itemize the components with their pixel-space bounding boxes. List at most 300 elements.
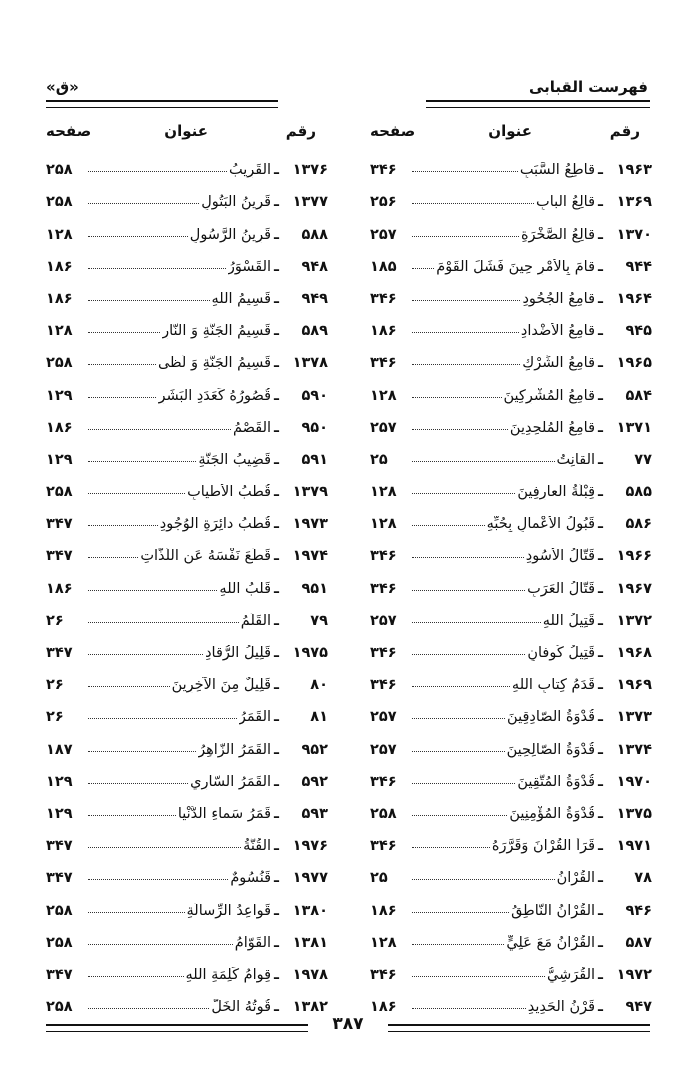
entry-title: قِبْلَةُ الْعارِفِينَ — [517, 484, 596, 501]
entry-title: قَضِيبُ الْجَنَّةِ — [198, 451, 272, 468]
entry-number: ۸۱ — [310, 709, 328, 726]
leader-dots — [412, 525, 485, 526]
entry-dash: ـ — [598, 805, 603, 822]
entry-dash: ـ — [274, 226, 279, 243]
leader-dots — [88, 236, 188, 237]
entry-number: ۷۹ — [310, 612, 328, 629]
entry-title: قاطِعُ السَّبَبِ — [519, 162, 596, 179]
leader-dots — [412, 236, 519, 237]
entry-title: قُدْوَةُ الصّالِحِينَ — [506, 741, 596, 758]
entry-page: ۱۲۸ — [370, 934, 397, 951]
entry-page: ۱۲۹ — [46, 451, 73, 468]
index-entry — [370, 758, 652, 790]
entry-title: قامِعُ الْجُحُودِ — [522, 290, 596, 307]
entry-title: قامِعُ الْمُلْحِدِينَ — [509, 419, 596, 436]
page-footer — [46, 1014, 650, 1040]
entry-title: قُدْوَةُ الْمُؤْمِنِينَ — [509, 805, 596, 822]
entry-number: ۵۸۸ — [301, 226, 328, 243]
entry-title: الْقَسْوَرُ — [227, 258, 272, 275]
entry-number: ۵۹۱ — [301, 451, 328, 468]
entry-number: ۱۹۷۰ — [616, 773, 652, 790]
entry-title: الْقَلَمُ — [240, 612, 272, 629]
entry-number: ۱۳۷۵ — [616, 805, 652, 822]
entry-number: ۵۸۵ — [625, 484, 652, 501]
entry-number: ۹۵۲ — [301, 741, 328, 758]
entry-page: ۳۴۷ — [46, 966, 73, 983]
index-entry — [370, 371, 652, 403]
leader-dots — [412, 332, 519, 333]
leader-dots — [412, 429, 508, 430]
index-entry — [46, 339, 328, 371]
entry-page: ۲۵۸ — [46, 902, 73, 919]
leader-dots — [88, 686, 170, 687]
leader-dots — [88, 203, 199, 204]
entry-number: ۹۴۵ — [625, 323, 652, 340]
entry-title: قُطْبُ الْأَطْيابِ — [187, 484, 272, 501]
index-list-right — [370, 146, 652, 1015]
entry-page: ۳۴۶ — [370, 355, 397, 372]
entry-title: قَرِينُ الْبَتُولِ — [201, 194, 272, 211]
leader-dots — [412, 686, 510, 687]
entry-title: الْقُرَشِيُّ — [547, 966, 596, 983]
entry-page: ۱۸۷ — [46, 741, 73, 758]
entry-page: ۱۲۹ — [46, 387, 73, 404]
entry-dash: ـ — [598, 934, 603, 951]
leader-dots — [88, 493, 185, 494]
entry-dash: ـ — [598, 162, 603, 179]
entry-dash: ـ — [598, 838, 603, 855]
entry-dash: ـ — [598, 194, 603, 211]
leader-dots — [88, 300, 210, 301]
leader-dots — [88, 525, 158, 526]
entry-dash: ـ — [598, 355, 603, 372]
entry-title: قَرَأَ الْقُرْآنَ وَقَرَّرَهُ — [491, 838, 596, 855]
entry-number: ۸۰ — [310, 677, 328, 694]
entry-number: ۱۹۶۷ — [616, 580, 652, 597]
entry-page: ۲۶ — [46, 612, 64, 629]
entry-number: ۱۳۸۰ — [292, 902, 328, 919]
index-entry — [46, 436, 328, 468]
entry-dash: ـ — [274, 870, 279, 887]
entry-number: ۱۳۶۹ — [616, 194, 652, 211]
index-entry — [46, 951, 328, 983]
entry-number: ۱۹۷۵ — [292, 645, 328, 661]
entry-title: قَبُولُ الْأَعْمالِ بِحُبِّهِ — [486, 516, 596, 533]
leader-dots — [412, 461, 555, 462]
entry-title: قُصُورُهُ كَعَدَدِ الْبَشَرِ — [158, 387, 272, 404]
entry-title: قامَ بِالْأَمْرِ حِينَ فَشَلَ الْقَوْمَ — [436, 258, 596, 275]
index-entry — [370, 725, 652, 757]
entry-title: الْقانِتُ — [556, 451, 596, 468]
entry-number: ۱۹۷۱ — [616, 838, 652, 855]
entry-dash: ـ — [598, 323, 603, 340]
entry-dash: ـ — [274, 516, 279, 533]
entry-page: ۱۸۶ — [370, 323, 397, 340]
entry-title: قالِعُ الْبابِ — [536, 194, 596, 211]
leader-dots — [412, 364, 520, 365]
leader-dots — [88, 879, 228, 880]
leader-dots — [412, 847, 490, 848]
entry-page: ۱۸۵ — [370, 258, 397, 275]
entry-page: ۳۴۶ — [370, 773, 397, 790]
entry-title: قَسِيمُ الْجَنَّةِ وَ لَظى — [157, 355, 272, 372]
entry-page: ۱۲۸ — [46, 226, 73, 243]
entry-page: ۱۲۸ — [370, 387, 397, 404]
entry-page: ۳۴۶ — [370, 548, 397, 565]
header-rule-left — [46, 100, 278, 108]
leader-dots — [88, 332, 160, 333]
leader-dots — [412, 654, 525, 655]
entry-page: ۱۸۶ — [370, 999, 397, 1016]
entry-title: قَتّالُ الْعَرَبِ — [527, 580, 596, 597]
entry-dash: ـ — [274, 355, 279, 372]
index-entry — [46, 854, 328, 886]
entry-dash: ـ — [274, 580, 279, 597]
leader-dots — [88, 429, 231, 430]
index-entry — [46, 597, 328, 629]
entry-dash: ـ — [598, 773, 603, 790]
page-number: ۳۸۷ — [332, 1014, 364, 1034]
entry-number: ۵۹۳ — [301, 805, 328, 822]
entry-number: ۱۳۷۰ — [616, 226, 652, 243]
index-entry — [370, 983, 652, 1015]
entry-dash: ـ — [274, 612, 279, 629]
entry-number: ۵۹۲ — [301, 773, 328, 790]
entry-page: ۲۵۸ — [46, 194, 73, 211]
index-entry — [370, 629, 652, 661]
leader-dots — [412, 622, 541, 623]
entry-dash: ـ — [274, 677, 279, 694]
entry-title: قالِعُ الصَّخْرَةِ — [520, 226, 596, 243]
entry-number: ۱۳۷۹ — [292, 484, 328, 501]
entry-dash: ـ — [274, 451, 279, 468]
entry-number: ۵۸۷ — [625, 934, 652, 951]
index-entry — [370, 532, 652, 564]
index-entry — [370, 854, 652, 886]
index-entry — [370, 661, 652, 693]
index-entry — [46, 822, 328, 854]
index-entry — [46, 275, 328, 307]
index-entry — [370, 693, 652, 725]
leader-dots — [412, 1008, 526, 1009]
entry-page: ۳۴۶ — [370, 677, 397, 694]
entry-page: ۱۲۸ — [46, 323, 73, 340]
column-header-title: عنوان — [164, 122, 208, 140]
entry-dash: ـ — [274, 484, 279, 501]
entry-page: ۲۵۷ — [370, 226, 397, 243]
column-header-number: رقم — [609, 122, 640, 140]
entry-title: قَدَمُ كِتابِ اللهِ — [511, 677, 596, 694]
leader-dots — [88, 751, 196, 752]
leader-dots — [88, 654, 203, 655]
entry-page: ۲۵۷ — [370, 612, 397, 629]
entry-number: ۱۳۷۶ — [292, 162, 328, 179]
entry-number: ۷۷ — [634, 451, 652, 468]
entry-number: ۱۹۷۶ — [292, 838, 328, 855]
index-entry — [370, 790, 652, 822]
entry-number: ۱۳۷۴ — [616, 741, 652, 758]
entry-title: الْقُرْآنُ مَعَ عَلِيٍّ — [506, 934, 596, 951]
leader-dots — [412, 751, 505, 752]
entry-page: ۲۵ — [370, 870, 388, 887]
entry-number: ۱۹۷۲ — [616, 966, 652, 983]
leader-dots — [412, 268, 434, 269]
leader-dots — [412, 557, 524, 558]
entry-dash: ـ — [598, 226, 603, 243]
leader-dots — [88, 557, 138, 558]
entry-dash: ـ — [274, 966, 279, 983]
index-entry — [46, 790, 328, 822]
entry-title: قَسِيمُ اللهِ — [211, 290, 272, 307]
entry-page: ۲۵۷ — [370, 741, 397, 758]
entry-number: ۹۴۹ — [301, 290, 328, 307]
entry-number: ۹۴۷ — [625, 999, 652, 1016]
entry-title: قِوامُ كَلِمَةِ اللهِ — [185, 966, 272, 983]
entry-number: ۱۹۶۴ — [616, 290, 652, 307]
entry-number: ۵۸۶ — [625, 516, 652, 533]
index-entry — [46, 307, 328, 339]
index-entry — [370, 178, 652, 210]
entry-title: الْقَصْمُ — [233, 419, 272, 436]
entry-number: ۹۵۱ — [301, 580, 328, 597]
entry-dash: ـ — [598, 677, 603, 694]
index-list-left — [46, 146, 328, 1015]
entry-page: ۱۸۶ — [46, 580, 73, 597]
entry-number: ۵۸۴ — [625, 387, 652, 404]
entry-number: ۱۹۷۸ — [292, 966, 328, 983]
entry-number: ۱۹۶۳ — [616, 162, 652, 179]
entry-dash: ـ — [598, 741, 603, 758]
entry-title: قَلِيلٌ مِنَ الْآخِرِينَ — [171, 677, 272, 694]
entry-page: ۱۸۶ — [46, 419, 73, 436]
entry-dash: ـ — [274, 194, 279, 211]
entry-page: ۱۲۸ — [370, 484, 397, 501]
leader-dots — [412, 912, 509, 913]
entry-title: قَواعِدُ الرِّسالَةِ — [186, 902, 272, 919]
column-header-right — [370, 118, 652, 146]
entry-page: ۱۲۹ — [46, 805, 73, 822]
entry-page: ۲۶ — [46, 677, 64, 694]
entry-title: قامِعُ الشِّرْكِ — [522, 355, 596, 372]
entry-page: ۱۲۸ — [370, 516, 397, 533]
entry-number: ۱۳۷۲ — [616, 612, 652, 629]
entry-page: ۳۴۶ — [370, 966, 397, 983]
leader-dots — [412, 590, 525, 591]
entry-title: قُدْوَةُ الصّادِقِينَ — [507, 709, 596, 726]
footer-rule-right — [388, 1024, 650, 1032]
entry-dash: ـ — [598, 645, 603, 661]
index-entry — [46, 919, 328, 951]
entry-title: قُوتُهُ الْخَلُّ — [211, 999, 272, 1016]
entry-page: ۳۴۶ — [370, 290, 397, 307]
entry-number: ۱۹۶۹ — [616, 677, 652, 694]
index-column-right — [370, 118, 652, 1015]
entry-page: ۲۵۸ — [370, 805, 397, 822]
entry-title: قَلْبُ اللهِ — [219, 580, 272, 597]
entry-number: ۵۹۰ — [301, 387, 328, 404]
entry-dash: ـ — [274, 548, 279, 565]
index-entry — [370, 500, 652, 532]
leader-dots — [412, 815, 507, 816]
entry-title: الْقَمَرُ السّارِي — [190, 773, 272, 790]
index-entry — [370, 597, 652, 629]
leader-dots — [88, 783, 188, 784]
index-entry — [370, 951, 652, 983]
column-header-left — [46, 118, 328, 146]
leader-dots — [412, 300, 520, 301]
entry-dash: ـ — [598, 580, 603, 597]
entry-page: ۳۴۷ — [46, 870, 73, 887]
leader-dots — [88, 1008, 209, 1009]
index-entry — [46, 629, 328, 661]
entry-page: ۱۸۶ — [46, 258, 73, 275]
entry-number: ۱۹۷۷ — [292, 870, 328, 887]
entry-page: ۳۴۷ — [46, 516, 73, 533]
entry-title: الْقَوّامُ — [234, 934, 272, 951]
leader-dots — [88, 912, 185, 913]
entry-number: ۱۳۷۳ — [616, 709, 652, 726]
index-entry — [46, 178, 328, 210]
entry-dash: ـ — [274, 838, 279, 855]
index-entry — [370, 146, 652, 178]
column-header-page: صفحه — [46, 122, 92, 140]
entry-number: ۵۸۹ — [301, 323, 328, 340]
entry-page: ۲۵ — [370, 451, 388, 468]
entry-dash: ـ — [274, 902, 279, 919]
entry-dash: ـ — [274, 934, 279, 951]
leader-dots — [412, 976, 545, 977]
column-header-title: عنوان — [488, 122, 532, 140]
entry-number: ۱۹۶۸ — [616, 645, 652, 661]
entry-number: ۱۳۷۱ — [616, 419, 652, 436]
leader-dots — [88, 622, 239, 623]
entry-title: قَمَرُ سَماءِ الدُّنْيا — [177, 805, 272, 822]
leader-dots — [88, 976, 184, 977]
entry-number: ۷۸ — [634, 870, 652, 887]
entry-title: قَسِيمُ الْجَنَّةِ وَ النّارِ — [162, 323, 272, 340]
leader-dots — [88, 364, 156, 365]
entry-page: ۲۵۸ — [46, 934, 73, 951]
entry-number: ۹۴۴ — [625, 258, 652, 275]
leader-dots — [88, 171, 227, 172]
entry-page: ۲۵۷ — [370, 419, 397, 436]
entry-title: قَطَعَ نَفْسَهُ عَنِ اللَّذّاتِ — [140, 548, 272, 565]
leader-dots — [412, 203, 534, 204]
entry-dash: ـ — [598, 709, 603, 726]
entry-dash: ـ — [274, 323, 279, 340]
entry-number: ۱۹۶۶ — [616, 548, 652, 565]
index-entry — [46, 564, 328, 596]
entry-page: ۲۶ — [46, 709, 64, 726]
index-entry — [46, 500, 328, 532]
entry-number: ۱۹۷۳ — [292, 516, 328, 533]
entry-dash: ـ — [274, 387, 279, 404]
leader-dots — [88, 847, 241, 848]
index-entry — [370, 210, 652, 242]
entry-page: ۲۵۸ — [46, 484, 73, 501]
index-entry — [46, 758, 328, 790]
leader-dots — [412, 397, 502, 398]
leader-dots — [88, 461, 196, 462]
entry-page: ۳۴۶ — [370, 838, 397, 855]
entry-dash: ـ — [274, 805, 279, 822]
leader-dots — [88, 268, 226, 269]
column-header-number: رقم — [285, 122, 316, 140]
leader-dots — [88, 397, 156, 398]
index-entry — [370, 919, 652, 951]
index-entry — [46, 693, 328, 725]
index-entry — [46, 468, 328, 500]
entry-page: ۱۸۶ — [46, 290, 73, 307]
entry-dash: ـ — [598, 290, 603, 307]
entry-number: ۹۴۸ — [301, 258, 328, 275]
index-entry — [370, 468, 652, 500]
entry-page: ۲۵۸ — [46, 355, 73, 372]
index-entry — [46, 210, 328, 242]
index-entry — [46, 661, 328, 693]
leader-dots — [412, 783, 515, 784]
entry-dash: ـ — [598, 484, 603, 501]
entry-page: ۱۸۶ — [370, 902, 397, 919]
index-entry — [370, 436, 652, 468]
index-entry — [370, 307, 652, 339]
index-entry — [46, 243, 328, 275]
index-entry — [46, 371, 328, 403]
entry-page: ۲۵۶ — [370, 194, 397, 211]
leader-dots — [88, 590, 217, 591]
entry-dash: ـ — [598, 451, 603, 468]
entry-dash: ـ — [598, 999, 603, 1016]
index-entry — [370, 404, 652, 436]
column-header-page: صفحه — [370, 122, 416, 140]
index-entry — [370, 339, 652, 371]
entry-number: ۹۵۰ — [301, 419, 328, 436]
entry-dash: ـ — [274, 162, 279, 179]
entry-page: ۳۴۷ — [46, 838, 73, 855]
running-header-section: «ق» — [46, 78, 79, 96]
header-rule-right — [426, 100, 650, 108]
entry-title: قَرْنُ الْحَدِيدِ — [527, 999, 596, 1016]
index-entry — [46, 532, 328, 564]
entry-dash: ـ — [598, 419, 603, 436]
entry-title: قَرِينُ الرَّسُولِ — [189, 226, 272, 243]
entry-title: الْقَمَرُ — [238, 709, 272, 726]
entry-title: قُدْوَةُ الْمُتَّقِينَ — [517, 773, 596, 790]
entry-dash: ـ — [274, 258, 279, 275]
index-entry — [46, 983, 328, 1015]
entry-title: قامِعُ الْمُشْرِكِينَ — [503, 387, 596, 404]
index-entry — [46, 146, 328, 178]
entry-number: ۱۳۷۷ — [292, 194, 328, 211]
entry-page: ۲۵۸ — [46, 162, 73, 179]
index-column-left — [46, 118, 328, 1015]
leader-dots — [412, 879, 555, 880]
leader-dots — [88, 944, 233, 945]
entry-dash: ـ — [598, 387, 603, 404]
entry-title: قَتّالُ الْأُسُودِ — [525, 548, 596, 565]
entry-title: قَنُسُومٌ — [230, 870, 272, 887]
entry-number: ۱۳۸۱ — [292, 934, 328, 951]
entry-title: الْقُنَّةُ — [243, 838, 272, 855]
entry-dash: ـ — [598, 258, 603, 275]
index-entry — [46, 725, 328, 757]
index-entry — [370, 275, 652, 307]
entry-page: ۳۴۷ — [46, 645, 73, 661]
entry-number: ۹۴۶ — [625, 902, 652, 919]
entry-title: قَلِيلُ الرُّقادِ — [205, 645, 272, 661]
entry-dash: ـ — [274, 290, 279, 307]
leader-dots — [412, 944, 504, 945]
